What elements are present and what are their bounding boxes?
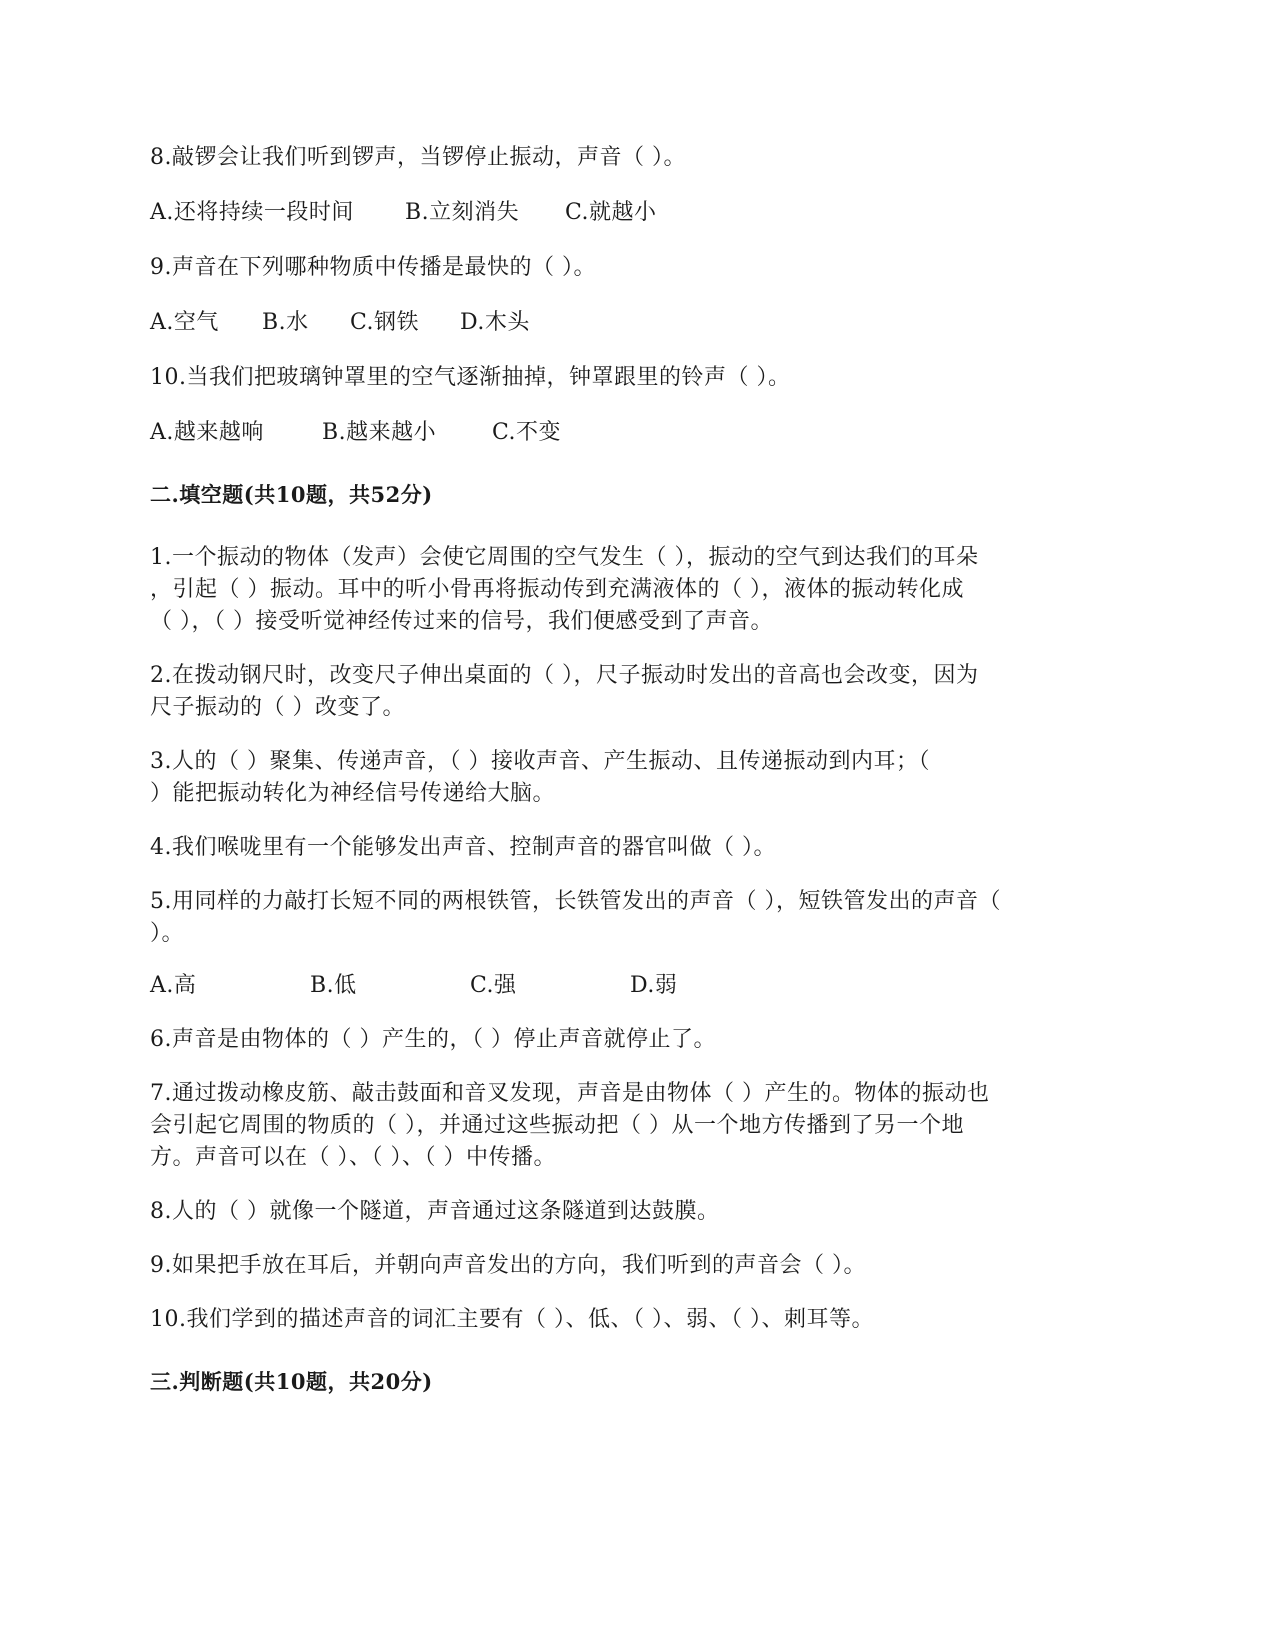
fill-question-6: 6.声音是由物体的（ ）产生的，（ ）停止声音就停止了。 bbox=[150, 1027, 716, 1052]
question-9-options bbox=[150, 307, 530, 339]
section-2-heading: 二.填空题(共10题，共52分) bbox=[150, 482, 433, 507]
fill-question-5-options bbox=[150, 970, 677, 1002]
option-a: A.越来越响 bbox=[150, 420, 264, 445]
option-b: B.低 bbox=[310, 973, 357, 998]
question-10-options bbox=[150, 417, 561, 449]
fill-question-8: 8.人的（ ）就像一个隧道，声音通过这条隧道到达鼓膜。 bbox=[150, 1199, 720, 1224]
fill-question-7-line-2: 会引起它周围的物质的（ ），并通过这些振动把（ ）从一个地方传播到了另一个地 bbox=[150, 1113, 964, 1138]
option-b: B.立刻消失 bbox=[405, 200, 520, 225]
option-c: C.就越小 bbox=[565, 200, 657, 225]
option-a: A.高 bbox=[150, 973, 197, 998]
option-d: D.木头 bbox=[460, 310, 530, 335]
fill-question-1-line-2: ，引起（ ）振动。耳中的听小骨再将振动传到充满液体的（ ），液体的振动转化成 bbox=[150, 577, 964, 602]
option-c: C.强 bbox=[470, 973, 517, 998]
fill-question-1-line-3: （ ），（ ）接受听觉神经传过来的信号，我们便感受到了声音。 bbox=[150, 609, 773, 634]
option-c: C.不变 bbox=[492, 420, 562, 445]
option-a: A.还将持续一段时间 bbox=[150, 200, 354, 225]
fill-question-2-line-1: 2.在拨动钢尺时，改变尺子伸出桌面的（ ），尺子振动时发出的音高也会改变，因为 bbox=[150, 663, 979, 688]
option-b: B.越来越小 bbox=[322, 420, 437, 445]
section-3-heading: 三.判断题(共10题，共20分) bbox=[150, 1369, 433, 1394]
fill-question-3-line-1: 3.人的（ ）聚集、传递声音，（ ）接收声音、产生振动、且传递振动到内耳；（ bbox=[150, 749, 930, 774]
fill-question-1-line-1: 1.一个振动的物体（发声）会使它周围的空气发生（ ），振动的空气到达我们的耳朵 bbox=[150, 545, 979, 570]
fill-question-9: 9.如果把手放在耳后，并朝向声音发出的方向，我们听到的声音会（ ）。 bbox=[150, 1253, 866, 1278]
fill-question-3-line-2: ）能把振动转化为神经信号传递给大脑。 bbox=[150, 781, 556, 806]
fill-question-10: 10.我们学到的描述声音的词汇主要有（ ）、低、（ ）、弱、（ ）、刺耳等。 bbox=[150, 1307, 874, 1332]
fill-question-7-line-3: 方。声音可以在（ ）、（ ）、（ ）中传播。 bbox=[150, 1145, 556, 1170]
fill-question-4: 4.我们喉咙里有一个能够发出声音、控制声音的器官叫做（ ）。 bbox=[150, 835, 776, 860]
fill-question-2-line-2: 尺子振动的（ ）改变了。 bbox=[150, 695, 405, 720]
fill-question-5-line-1: 5.用同样的力敲打长短不同的两根铁管，长铁管发出的声音（ ），短铁管发出的声音（ bbox=[150, 889, 1001, 914]
fill-question-7-line-1: 7.通过拨动橡皮筋、敲击鼓面和音叉发现，声音是由物体（ ）产生的。物体的振动也 bbox=[150, 1081, 990, 1106]
option-d: D.弱 bbox=[630, 973, 678, 998]
question-9-text: 9.声音在下列哪种物质中传播是最快的（ ）。 bbox=[150, 255, 596, 280]
option-b: B.水 bbox=[262, 310, 309, 335]
fill-question-5-line-2: ）。 bbox=[150, 921, 185, 946]
option-c: C.钢铁 bbox=[350, 310, 420, 335]
question-8-text: 8.敲锣会让我们听到锣声，当锣停止振动，声音（ ）。 bbox=[150, 145, 686, 170]
question-10-text: 10.当我们把玻璃钟罩里的空气逐渐抽掉，钟罩跟里的铃声（ ）。 bbox=[150, 365, 791, 390]
question-8-options bbox=[150, 197, 657, 229]
option-a: A.空气 bbox=[150, 310, 219, 335]
